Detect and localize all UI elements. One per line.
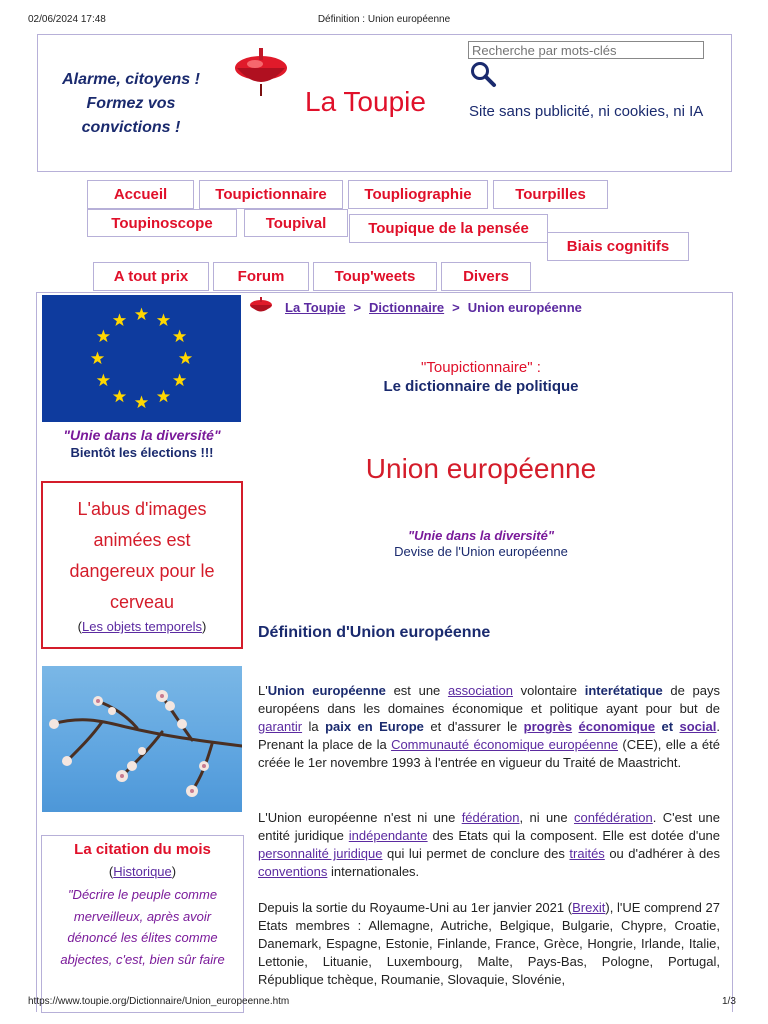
paragraph-3: Depuis la sortie du Royaume-Uni au 1er janvier 2021 (Brexit), l'UE comprend 27 Etats membres : Allemagne, Autriche, Belgique, Bulgarie, Chypre, Croatie, Danemark, Espagne, Estonie, Finlande, France, Grèce, Hongrie, Irlande, Italie, Lettonie, Lituanie, Luxembourg, Malte, Pays-Bas, Pologne, Portugal, République tchèque, Roumanie, Slovaquie, Slovénie, <box>258 900 720 987</box>
print-url: https://www.toupie.org/Dictionnaire/Union_europeenne.htm <box>28 996 290 1007</box>
blossom-photo <box>42 666 242 812</box>
nav-a-tout-prix[interactable]: A tout prix <box>93 262 209 291</box>
warning-text: L'abus d'images animées est dangereux pour le cerveau <box>69 499 215 612</box>
link-economique[interactable]: économique <box>578 719 656 734</box>
dict-subtitle: Le dictionnaire de politique <box>383 378 579 395</box>
dict-title: "Toupictionnaire" : <box>421 359 541 376</box>
eu-star <box>97 330 110 343</box>
breadcrumb: La Toupie > Dictionnaire > Union européenne <box>285 300 582 315</box>
eu-flag <box>42 295 241 422</box>
warning-link-wrapper: (Les objets temporels) <box>77 619 207 634</box>
elections-note: Bientôt les élections !!! <box>70 445 214 460</box>
link-federation[interactable]: fédération <box>461 810 520 825</box>
breadcrumb-home-link[interactable]: La Toupie <box>285 300 346 315</box>
paragraph-1: L'Union européenne est une association volontaire interétatique de pays européens dans les domaines économique et politique ayant pour but de garantir la paix en Europe et d'assurer le progrès économique et social. Prenant la place de la Communauté économique européenne (CEE), elle a été créée le 1er novembre 1993 à l'entrée en vigueur du Traité de Maastricht. <box>258 683 720 770</box>
quote-history-wrapper: (Historique) <box>108 864 177 879</box>
nav-biais-cognitifs[interactable]: Biais cognitifs <box>547 232 689 261</box>
eu-star <box>157 390 170 403</box>
eu-star <box>173 374 186 387</box>
nav-toupictionnaire[interactable]: Toupictionnaire <box>199 180 343 209</box>
site-brand[interactable]: La Toupie <box>305 86 426 117</box>
print-page-number: 1/3 <box>722 996 736 1007</box>
eu-star <box>135 308 148 321</box>
link-association[interactable]: association <box>447 683 513 698</box>
eu-star <box>97 374 110 387</box>
definition-heading: Définition d'Union européenne <box>258 624 491 641</box>
spinning-top-logo[interactable] <box>233 46 289 98</box>
eu-star <box>113 313 126 326</box>
link-cee[interactable]: Communauté économique européenne <box>391 737 619 752</box>
nav-toupinoscope[interactable]: Toupinoscope <box>87 209 237 237</box>
eu-motto-source: Devise de l'Union européenne <box>394 544 568 559</box>
nav-tourpilles[interactable]: Tourpilles <box>493 180 608 209</box>
quote-title: La citation du mois <box>74 841 211 858</box>
spinning-top-icon <box>249 296 273 318</box>
breadcrumb-current: Union européenne <box>467 300 582 315</box>
eu-star <box>157 313 170 326</box>
blossom-branch-image <box>42 666 242 812</box>
link-conventions[interactable]: conventions <box>258 864 328 879</box>
search-input[interactable] <box>468 41 704 59</box>
flag-motto: "Unie dans la diversité" <box>63 427 221 443</box>
nav-toupival[interactable]: Toupival <box>244 209 348 237</box>
nav-accueil[interactable]: Accueil <box>87 180 194 209</box>
link-progres[interactable]: progrès <box>523 719 573 734</box>
nav-divers[interactable]: Divers <box>441 262 531 291</box>
eu-star <box>91 352 104 365</box>
link-social[interactable]: social <box>679 719 717 734</box>
link-personnalite-juridique[interactable]: personnalité juridique <box>258 846 383 861</box>
page-title: Union européenne <box>365 453 597 484</box>
nav-toupweets[interactable]: Toup'weets <box>313 262 437 291</box>
site-note: Site sans publicité, ni cookies, ni IA <box>469 103 704 120</box>
breadcrumb-dict-link[interactable]: Dictionnaire <box>369 300 445 315</box>
eu-stars <box>42 295 241 422</box>
eu-star <box>113 390 126 403</box>
slogan: Alarme, citoyens ! Formez vos convictions ! <box>62 71 200 136</box>
nav-toupique[interactable]: Toupique de la pensée <box>349 214 548 243</box>
link-confederation[interactable]: confédération <box>573 810 653 825</box>
eu-star <box>179 352 192 365</box>
eu-motto: "Unie dans la diversité" <box>408 528 554 543</box>
quote-text: "Décrire le peuple comme merveilleux, après avoir dénoncé les élites comme abjectes, c'est, bien sûr faire <box>60 887 225 967</box>
nav-forum[interactable]: Forum <box>213 262 309 291</box>
link-independante[interactable]: indépendante <box>348 828 428 843</box>
print-doc-title: Définition : Union européenne <box>317 14 451 25</box>
quote-history-link[interactable]: Historique <box>113 864 172 879</box>
eu-star <box>135 396 148 409</box>
objets-temporels-link[interactable]: Les objets temporels <box>82 619 202 634</box>
print-datetime: 02/06/2024 17:48 <box>28 14 106 25</box>
link-traites[interactable]: traités <box>569 846 605 861</box>
paragraph-2: L'Union européenne n'est ni une fédération, ni une confédération. C'est une entité juridique indépendante des Etats qui la composent. Elle est dotée d'une personnalité juridique qui lui permet de conclure des traités ou d'adhérer à des conventions internationales. <box>258 810 721 879</box>
nav-toupliographie[interactable]: Toupliographie <box>348 180 488 209</box>
search-icon[interactable] <box>469 60 497 88</box>
eu-star <box>173 330 186 343</box>
link-brexit[interactable]: Brexit <box>572 900 606 915</box>
link-garantir[interactable]: garantir <box>258 719 303 734</box>
